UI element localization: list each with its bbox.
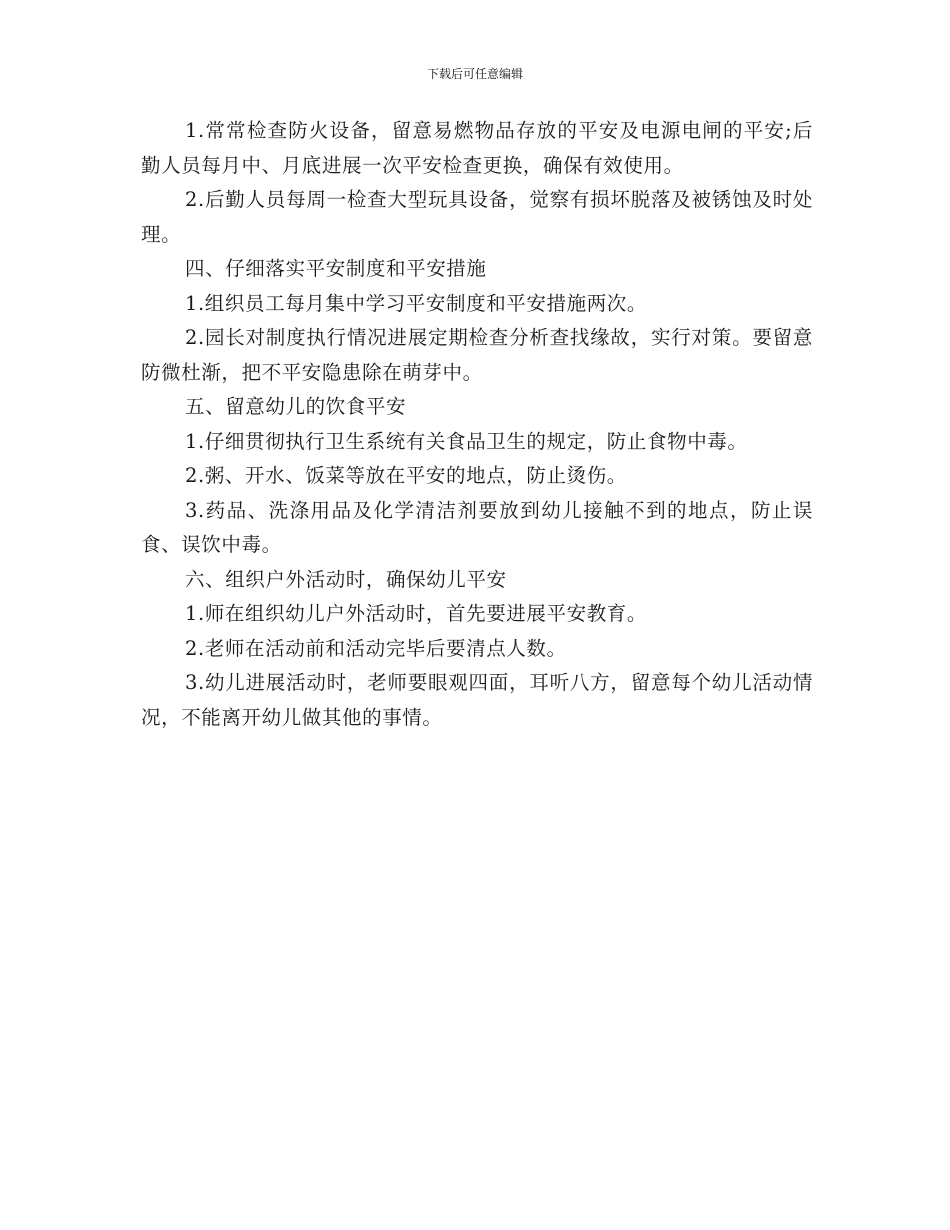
paragraph-director-check: 2.园长对制度执行情况进展定期检查分析查找缘故，实行对策。要留意防微杜渐，把不平安隐患除在萌芽中。 [141, 326, 813, 384]
section-heading-6: 六、组织户外活动时，确保幼儿平安 [185, 567, 507, 591]
section-heading-5: 五、留意幼儿的饮食平安 [185, 395, 407, 418]
paragraph-chemicals: 3.药品、洗涤用品及化学清洁剂要放到幼儿接触不到的地点，防止误食、误饮中毒。 [141, 498, 813, 556]
paragraph-food-hygiene: 1.仔细贯彻执行卫生系统有关食品卫生的规定，防止食物中毒。 [185, 429, 748, 453]
download-note: 下载后可任意编辑 [426, 67, 523, 81]
section-heading-4: 四、仔细落实平安制度和平安措施 [185, 257, 487, 280]
paragraph-toy-inspection: 2.后勤人员每周一检查大型玩具设备，觉察有损坏脱落及被锈蚀及时处理。 [141, 188, 813, 246]
document-body [141, 114, 813, 735]
paragraph-outdoor-education: 1.师在组织幼儿户外活动时，首先要进展平安教育。 [185, 602, 648, 625]
paragraph-scald-prevention: 2.粥、开水、饭菜等放在平安的地点，防止烫伤。 [185, 464, 627, 487]
paragraph-fire-safety: 1.常常检查防火设备，留意易燃物品存放的平安及电源电闸的平安;后勤人员每月中、月底进展一次平安检查更换，确保有效使用。 [141, 119, 813, 177]
paragraph-supervision: 3.幼儿进展活动时，老师要眼观四面，耳听八方，留意每个幼儿活动情况，不能离开幼儿做其他的事情。 [141, 671, 813, 729]
paragraph-staff-study: 1.组织员工每月集中学习平安制度和平安措施两次。 [185, 291, 648, 315]
paragraph-headcount: 2.老师在活动前和活动完毕后要清点人数。 [185, 636, 567, 660]
